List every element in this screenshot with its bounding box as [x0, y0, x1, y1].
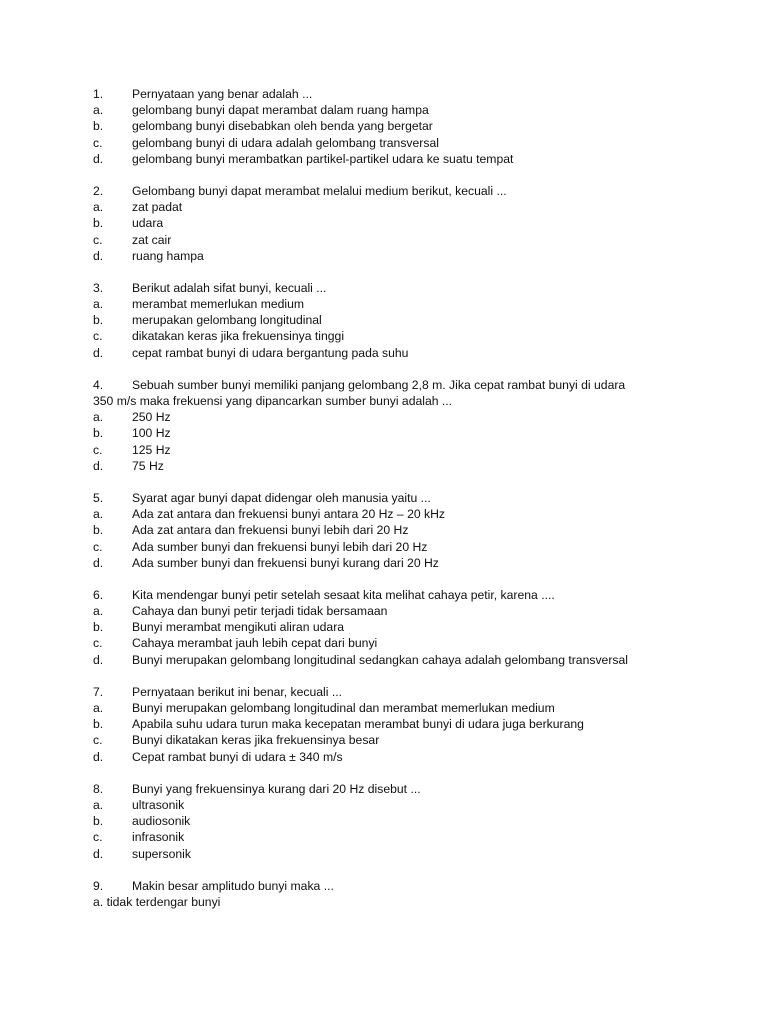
- quiz-questions: [93, 86, 693, 926]
- option-letter: b.: [93, 523, 104, 538]
- question-line: [93, 878, 693, 894]
- option-text: Cepat rambat bunyi di udara ± 340 m/s: [132, 749, 343, 764]
- option-text: gelombang bunyi merambatkan partikel-partikel udara ke suatu tempat: [132, 151, 514, 166]
- question-line: [93, 183, 693, 199]
- question-line: [93, 280, 693, 296]
- answer-option: [93, 894, 693, 910]
- answer-option: [93, 199, 693, 215]
- answer-option: [93, 102, 693, 118]
- option-letter: d.: [93, 652, 104, 667]
- option-text: 100 Hz: [132, 426, 171, 441]
- question-text: Makin besar amplitudo bunyi maka ...: [132, 878, 334, 893]
- option-letter: a.: [93, 200, 104, 215]
- option-text: Bunyi dikatakan keras jika frekuensinya besar: [132, 733, 380, 748]
- option-letter: c.: [93, 830, 103, 845]
- option-text: ultrasonik: [132, 797, 185, 812]
- answer-option: [93, 797, 693, 813]
- option-text: cepat rambat bunyi di udara bergantung pada suhu: [132, 345, 409, 360]
- answer-option: [93, 652, 693, 668]
- option-letter: a.: [93, 604, 104, 619]
- option-letter: c.: [93, 539, 103, 554]
- answer-option: [93, 312, 693, 328]
- answer-option: [93, 118, 693, 134]
- answer-option: [93, 732, 693, 748]
- question-6: [93, 587, 693, 668]
- question-number: 6.: [93, 587, 104, 602]
- answer-option: [93, 619, 693, 635]
- answer-option: [93, 296, 693, 312]
- option-text: udara: [132, 216, 164, 231]
- question-number: 3.: [93, 280, 104, 295]
- question-text: Sebuah sumber bunyi memiliki panjang gelombang 2,8 m. Jika cepat rambat bunyi di udara: [132, 377, 626, 392]
- answer-option: [93, 829, 693, 845]
- option-letter: b.: [93, 119, 104, 134]
- option-letter: c.: [93, 733, 103, 748]
- question-text: Bunyi yang frekuensinya kurang dari 20 Hz disebut ...: [132, 781, 421, 796]
- option-text: tidak terdengar bunyi: [106, 894, 221, 909]
- option-letter: d.: [93, 151, 104, 166]
- option-letter: d.: [93, 458, 104, 473]
- question-number: 9.: [93, 878, 104, 893]
- question-number: 8.: [93, 781, 104, 796]
- option-text: Cahaya dan bunyi petir terjadi tidak bersamaan: [132, 604, 388, 619]
- answer-option: [93, 813, 693, 829]
- option-letter: b.: [93, 717, 104, 732]
- option-text: Ada zat antara dan frekuensi bunyi lebih dari 20 Hz: [132, 523, 409, 538]
- answer-option: [93, 555, 693, 571]
- answer-option: [93, 522, 693, 538]
- option-text: Apabila suhu udara turun maka kecepatan merambat bunyi di udara juga berkurang: [132, 717, 584, 732]
- option-text: zat cair: [132, 232, 172, 247]
- option-letter: a.: [93, 410, 104, 425]
- answer-option: [93, 248, 693, 264]
- option-letter: c.: [93, 442, 103, 457]
- question-4: [93, 377, 693, 474]
- question-2: [93, 183, 693, 264]
- answer-option: [93, 151, 693, 167]
- question-1: [93, 86, 693, 167]
- answer-option: [93, 215, 693, 231]
- answer-option: [93, 425, 693, 441]
- option-text: 250 Hz: [132, 410, 171, 425]
- answer-option: [93, 458, 693, 474]
- option-letter: a.: [93, 507, 104, 522]
- question-line: [93, 587, 693, 603]
- question-5: [93, 490, 693, 571]
- option-letter: b.: [93, 216, 104, 231]
- question-number: 2.: [93, 183, 104, 198]
- question-number: 1.: [93, 87, 104, 101]
- option-text: dikatakan keras jika frekuensinya tinggi: [132, 329, 345, 344]
- option-text: infrasonik: [132, 830, 185, 845]
- option-text: Cahaya merambat jauh lebih cepat dari bunyi: [132, 636, 378, 651]
- option-text: Ada sumber bunyi dan frekuensi bunyi kurang dari 20 Hz: [132, 555, 439, 570]
- question-text: Gelombang bunyi dapat merambat melalui medium berikut, kecuali ...: [132, 183, 507, 198]
- option-text: Ada zat antara dan frekuensi bunyi antara 20 Hz – 20 kHz: [132, 507, 446, 522]
- question-text: Syarat agar bunyi dapat didengar oleh manusia yaitu ...: [132, 490, 431, 505]
- answer-option: [93, 749, 693, 765]
- option-text: gelombang bunyi dapat merambat dalam ruang hampa: [132, 103, 429, 118]
- answer-option: [93, 700, 693, 716]
- question-line: [93, 86, 693, 102]
- question-text-continuation: 350 m/s maka frekuensi yang dipancarkan sumber bunyi adalah ...: [93, 394, 453, 408]
- option-letter: d.: [93, 846, 104, 861]
- option-letter: c.: [93, 232, 103, 247]
- question-text: Pernyataan yang benar adalah ...: [132, 87, 313, 101]
- answer-option: [93, 506, 693, 522]
- answer-option: [93, 135, 693, 151]
- question-line: [93, 377, 693, 393]
- option-text: merupakan gelombang longitudinal: [132, 313, 322, 328]
- answer-option: [93, 539, 693, 555]
- option-letter: a.: [93, 894, 104, 909]
- option-letter: c.: [93, 329, 103, 344]
- option-text: Ada sumber bunyi dan frekuensi bunyi lebih dari 20 Hz: [132, 539, 428, 554]
- option-text: 125 Hz: [132, 442, 171, 457]
- answer-option: [93, 328, 693, 344]
- answer-option: [93, 603, 693, 619]
- answer-option: [93, 409, 693, 425]
- question-3: [93, 280, 693, 361]
- question-number: 5.: [93, 490, 104, 505]
- option-text: 75 Hz: [132, 458, 164, 473]
- option-letter: b.: [93, 814, 104, 829]
- question-8: [93, 781, 693, 862]
- option-letter: a.: [93, 797, 104, 812]
- option-letter: a.: [93, 297, 104, 312]
- option-text: merambat memerlukan medium: [132, 297, 305, 312]
- option-letter: d.: [93, 345, 104, 360]
- option-letter: b.: [93, 426, 104, 441]
- option-text: ruang hampa: [132, 248, 204, 263]
- option-letter: c.: [93, 636, 103, 651]
- answer-option: [93, 635, 693, 651]
- answer-option: [93, 442, 693, 458]
- option-letter: a.: [93, 701, 104, 715]
- option-letter: a.: [93, 103, 104, 118]
- option-text: supersonik: [132, 846, 191, 861]
- question-line: [93, 684, 693, 700]
- option-text: gelombang bunyi disebabkan oleh benda yang bergetar: [132, 119, 433, 134]
- option-letter: b.: [93, 313, 104, 328]
- answer-option: [93, 846, 693, 862]
- option-letter: d.: [93, 555, 104, 570]
- option-letter: d.: [93, 749, 104, 764]
- option-text: Bunyi merupakan gelombang longitudinal dan merambat memerlukan medium: [132, 701, 555, 715]
- question-number: 7.: [93, 684, 104, 699]
- option-text: zat padat: [132, 200, 183, 215]
- option-text: Bunyi merambat mengikuti aliran udara: [132, 620, 345, 635]
- question-text: Berikut adalah sifat bunyi, kecuali ...: [132, 280, 327, 295]
- question-line: [93, 490, 693, 506]
- answer-option: [93, 716, 693, 732]
- question-text: Pernyataan berikut ini benar, kecuali ...: [132, 684, 343, 699]
- answer-option: [93, 345, 693, 361]
- option-text: gelombang bunyi di udara adalah gelombang transversal: [132, 135, 439, 150]
- question-7: [93, 684, 693, 765]
- option-letter: c.: [93, 135, 103, 150]
- option-text: Bunyi merupakan gelombang longitudinal sedangkan cahaya adalah gelombang transversal: [132, 652, 628, 667]
- answer-option: [93, 232, 693, 248]
- option-letter: d.: [93, 248, 104, 263]
- question-9: [93, 878, 693, 910]
- option-text: audiosonik: [132, 814, 191, 829]
- option-letter: b.: [93, 620, 104, 635]
- question-line: [93, 781, 693, 797]
- question-text: Kita mendengar bunyi petir setelah sesaat kita melihat cahaya petir, karena ....: [132, 587, 555, 602]
- question-number: 4.: [93, 377, 104, 392]
